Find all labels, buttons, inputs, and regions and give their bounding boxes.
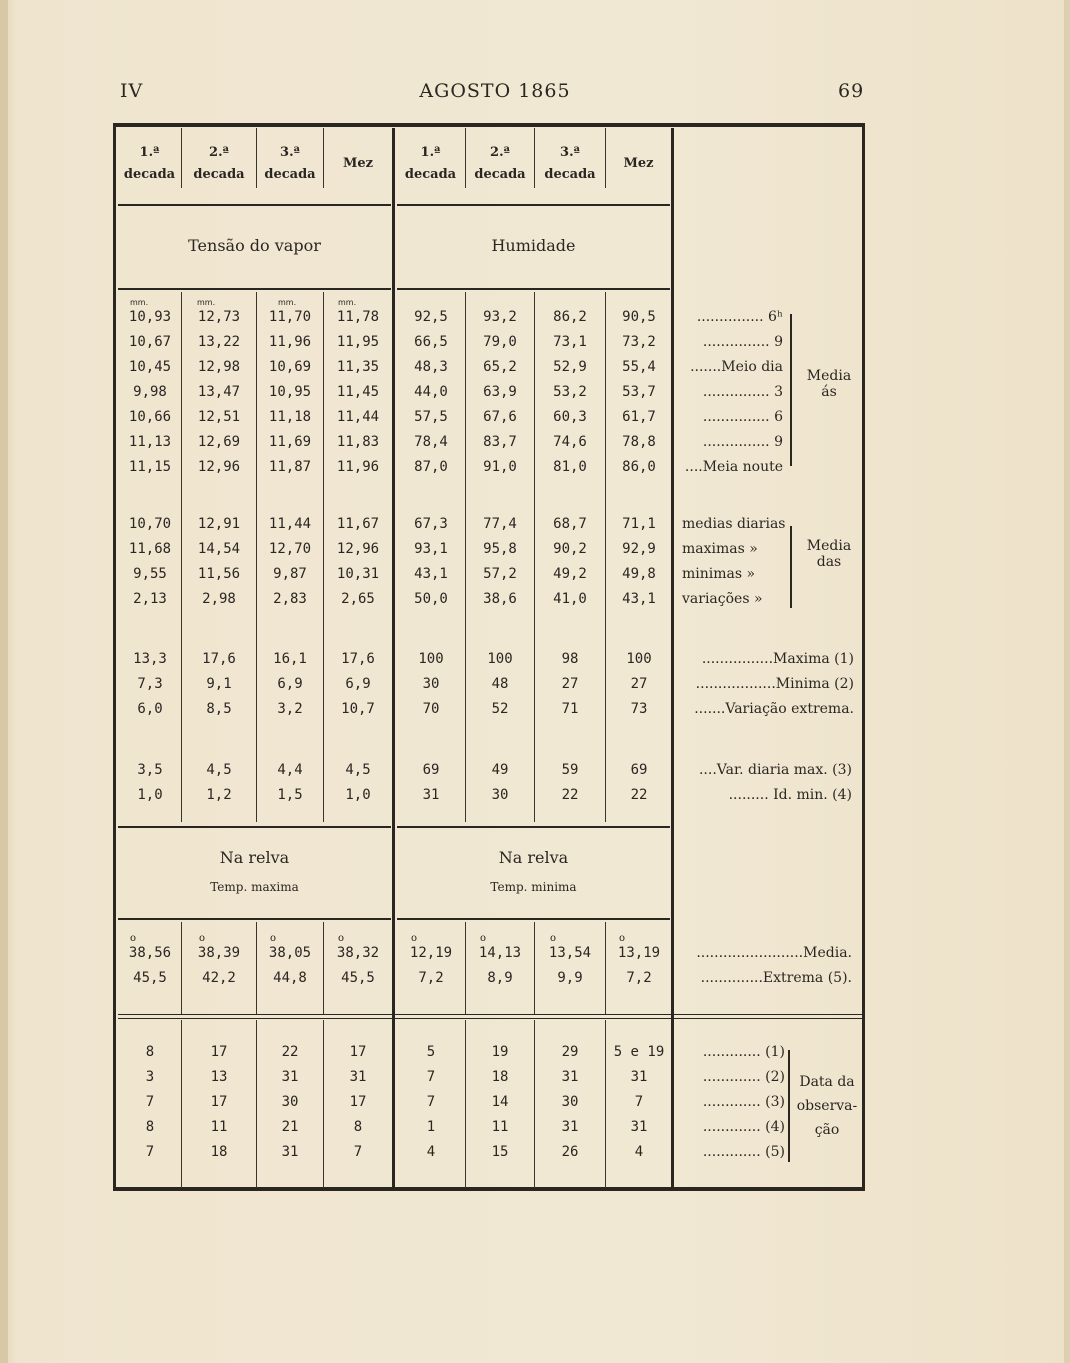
- table-cell: 78,4: [414, 434, 448, 450]
- table-cell: 1,2: [206, 787, 232, 803]
- table-cell: 68,7: [553, 516, 587, 532]
- row-label: medias diarias: [682, 516, 786, 532]
- table-cell: 38,05: [268, 945, 312, 961]
- table-cell: 1,0: [137, 787, 163, 803]
- row-label: ............... 3: [702, 384, 783, 400]
- degree-mark: o: [199, 933, 206, 944]
- table-cell: 13,19: [617, 945, 661, 961]
- col7-ordinal: 3.ª: [560, 145, 580, 160]
- table-cell: 41,0: [553, 591, 587, 607]
- table-cell: 12,73: [197, 309, 241, 325]
- row-label: ............... 9: [702, 434, 783, 450]
- table-cell: 3: [145, 1069, 155, 1085]
- table-cell: 11,15: [128, 459, 172, 475]
- table-cell: 7,3: [137, 676, 163, 692]
- brace-label: Media: [806, 368, 852, 384]
- table-cell: 12,19: [409, 945, 453, 961]
- table-cell: 7: [145, 1144, 155, 1160]
- row-label: ............. (5): [702, 1144, 785, 1160]
- table-cell: 100: [418, 651, 444, 667]
- table-cell: 100: [487, 651, 513, 667]
- table-cell: 22: [561, 787, 579, 803]
- table-cell: 11,70: [268, 309, 312, 325]
- table-cell: 43,1: [622, 591, 656, 607]
- table-cell: 45,5: [133, 970, 167, 986]
- table-cell: 19: [491, 1044, 509, 1060]
- table-cell: 61,7: [622, 409, 656, 425]
- col4-mez: Mez: [342, 156, 374, 171]
- brace-label: ás: [821, 384, 837, 400]
- degree-mark: o: [130, 933, 137, 944]
- table-cell: 52,9: [553, 359, 587, 375]
- table-cell: 31: [561, 1069, 579, 1085]
- table-cell: 63,9: [483, 384, 517, 400]
- table-cell: 27: [630, 676, 648, 692]
- table-cell: 17: [349, 1094, 367, 1110]
- table-cell: 27: [561, 676, 579, 692]
- table-cell: 83,7: [483, 434, 517, 450]
- table-cell: 7: [426, 1094, 436, 1110]
- table-cell: 11,44: [336, 409, 380, 425]
- table-cell: 12,96: [197, 459, 241, 475]
- table-cell: 11,87: [268, 459, 312, 475]
- brace-label: Data da: [799, 1074, 855, 1090]
- row-label: ....Meia noute: [684, 459, 783, 475]
- table-cell: 11,95: [336, 334, 380, 350]
- col5-label: decada: [404, 167, 457, 182]
- table-cell: 1,5: [277, 787, 303, 803]
- table-cell: 44,8: [273, 970, 307, 986]
- table-cell: 9,87: [273, 566, 307, 582]
- section-humidade: Humidade: [491, 236, 576, 255]
- table-cell: 12,91: [197, 516, 241, 532]
- table-cell: 11,56: [197, 566, 241, 582]
- table-cell: 70: [422, 701, 440, 717]
- table-cell: 1,0: [345, 787, 371, 803]
- table-cell: 4: [634, 1144, 644, 1160]
- unit-mm: mm.: [278, 298, 297, 307]
- unit-mm: mm.: [130, 298, 149, 307]
- table-cell: 3,5: [137, 762, 163, 778]
- table-cell: 17: [210, 1094, 228, 1110]
- table-cell: 86,2: [553, 309, 587, 325]
- row-label: minimas »: [682, 566, 756, 582]
- table-cell: 29: [561, 1044, 579, 1060]
- table-cell: 5: [426, 1044, 436, 1060]
- table-cell: 12,70: [268, 541, 312, 557]
- table-cell: 53,7: [622, 384, 656, 400]
- table-cell: 9,9: [557, 970, 583, 986]
- table-cell: 11,96: [268, 334, 312, 350]
- table-cell: 9,98: [133, 384, 167, 400]
- header-page-number: 69: [838, 80, 865, 102]
- table-cell: 87,0: [414, 459, 448, 475]
- table-cell: 10,66: [128, 409, 172, 425]
- table-cell: 17: [210, 1044, 228, 1060]
- table-cell: 11,78: [336, 309, 380, 325]
- book-spine: [0, 0, 8, 1363]
- table-cell: 69: [630, 762, 648, 778]
- row-label: ..............Extrema (5).: [700, 970, 852, 986]
- unit-mm: mm.: [338, 298, 357, 307]
- table-cell: 1: [426, 1119, 436, 1135]
- col5-ordinal: 1.ª: [420, 145, 441, 160]
- table-cell: 17,6: [202, 651, 236, 667]
- table-cell: 30: [491, 787, 509, 803]
- row-label: variações »: [682, 591, 763, 607]
- row-label: ............... 6ʰ: [696, 309, 783, 325]
- table-cell: 67,6: [483, 409, 517, 425]
- col6-ordinal: 2.ª: [490, 145, 510, 160]
- table-cell: 90,2: [553, 541, 587, 557]
- table-cell: 13,54: [548, 945, 592, 961]
- table-cell: 11,96: [336, 459, 380, 475]
- degree-mark: o: [411, 933, 418, 944]
- table-cell: 49,8: [622, 566, 656, 582]
- table-cell: 74,6: [553, 434, 587, 450]
- table-cell: 2,98: [202, 591, 236, 607]
- table-cell: 14: [491, 1094, 509, 1110]
- table-cell: 16,1: [273, 651, 307, 667]
- row-label: .......Meio dia: [690, 359, 783, 375]
- table-cell: 71,1: [622, 516, 656, 532]
- table-cell: 12,98: [197, 359, 241, 375]
- col3-label: decada: [264, 167, 316, 182]
- brace-label: das: [816, 554, 842, 570]
- table-cell: 15: [491, 1144, 509, 1160]
- row-label: ........................Media.: [696, 945, 852, 961]
- table-cell: 95,8: [483, 541, 517, 557]
- table-cell: 6,0: [137, 701, 163, 717]
- table-cell: 21: [281, 1119, 299, 1135]
- table-cell: 7,2: [418, 970, 444, 986]
- header-title: AGOSTO 1865: [419, 80, 571, 102]
- table-cell: 12,51: [197, 409, 241, 425]
- table-cell: 11,68: [128, 541, 172, 557]
- table-cell: 4: [426, 1144, 436, 1160]
- table-cell: 18: [210, 1144, 228, 1160]
- degree-mark: o: [270, 933, 277, 944]
- col1-label: decada: [123, 167, 176, 182]
- row-label: ....Var. diaria max. (3): [698, 762, 852, 778]
- table-cell: 73,2: [622, 334, 656, 350]
- table-cell: 38,56: [128, 945, 172, 961]
- table-cell: 57,5: [414, 409, 448, 425]
- row-label: ..................Minima (2): [695, 676, 854, 692]
- col2-ordinal: 2.ª: [209, 145, 229, 160]
- table-cell: 7: [145, 1094, 155, 1110]
- brace-label: ção: [814, 1122, 840, 1138]
- table-cell: 11,44: [268, 516, 312, 532]
- table-cell: 11: [491, 1119, 509, 1135]
- table-cell: 2,65: [341, 591, 375, 607]
- table-cell: 93,1: [414, 541, 448, 557]
- table-cell: 9,55: [133, 566, 167, 582]
- table-cell: 30: [422, 676, 440, 692]
- table-cell: 10,31: [336, 566, 380, 582]
- table-cell: 10,93: [128, 309, 172, 325]
- table-cell: 13,22: [197, 334, 241, 350]
- table-cell: 52: [491, 701, 509, 717]
- table-cell: 92,5: [414, 309, 448, 325]
- table-cell: 13,3: [133, 651, 167, 667]
- row-label: ................Maxima (1): [701, 651, 854, 667]
- table-cell: 78,8: [622, 434, 656, 450]
- table-cell: 48,3: [414, 359, 448, 375]
- table-cell: 5 e 19: [613, 1044, 665, 1060]
- table-cell: 6,9: [277, 676, 303, 692]
- table-cell: 22: [630, 787, 648, 803]
- brace-label: observa-: [796, 1098, 858, 1114]
- table-cell: 90,5: [622, 309, 656, 325]
- table-cell: 11,45: [336, 384, 380, 400]
- row-label: ............... 6: [702, 409, 783, 425]
- table-cell: 12,96: [336, 541, 380, 557]
- row-label: ......... Id. min. (4): [728, 787, 852, 803]
- header-roman-numeral: IV: [120, 80, 144, 102]
- table-cell: 18: [491, 1069, 509, 1085]
- table-cell: 4,4: [277, 762, 303, 778]
- table-cell: 98: [561, 651, 579, 667]
- col2-label: decada: [193, 167, 245, 182]
- table-cell: 57,2: [483, 566, 517, 582]
- brace-label: Media: [806, 538, 852, 554]
- table-cell: 45,5: [341, 970, 375, 986]
- table-cell: 50,0: [414, 591, 448, 607]
- table-cell: 31: [422, 787, 440, 803]
- table-cell: 3,2: [277, 701, 303, 717]
- table-cell: 13: [210, 1069, 228, 1085]
- table-cell: 91,0: [483, 459, 517, 475]
- table-cell: 2,13: [133, 591, 167, 607]
- table-cell: 31: [281, 1144, 299, 1160]
- table-cell: 53,2: [553, 384, 587, 400]
- table-cell: 17,6: [341, 651, 375, 667]
- table-cell: 48: [491, 676, 509, 692]
- table-cell: 69: [422, 762, 440, 778]
- table-cell: 38,6: [483, 591, 517, 607]
- table-cell: 11,35: [336, 359, 380, 375]
- table-cell: 7: [353, 1144, 363, 1160]
- table-cell: 4,5: [206, 762, 232, 778]
- section-relva-left: Na relva: [219, 848, 290, 867]
- table-cell: 10,67: [128, 334, 172, 350]
- table-cell: 8: [145, 1119, 155, 1135]
- table-cell: 13,47: [197, 384, 241, 400]
- table-cell: 10,45: [128, 359, 172, 375]
- unit-mm: mm.: [197, 298, 216, 307]
- table-cell: 7: [426, 1069, 436, 1085]
- col1-ordinal: 1.ª: [139, 145, 160, 160]
- table-cell: 93,2: [483, 309, 517, 325]
- row-label: ............. (4): [702, 1119, 785, 1135]
- table-cell: 42,2: [202, 970, 236, 986]
- table-cell: 30: [561, 1094, 579, 1110]
- table-cell: 9,1: [206, 676, 232, 692]
- degree-mark: o: [338, 933, 345, 944]
- table-cell: 77,4: [483, 516, 517, 532]
- table-cell: 30: [281, 1094, 299, 1110]
- table-cell: 4,5: [345, 762, 371, 778]
- table-cell: 66,5: [414, 334, 448, 350]
- table-cell: 6,9: [345, 676, 371, 692]
- table-cell: 8: [145, 1044, 155, 1060]
- table-cell: 67,3: [414, 516, 448, 532]
- table-cell: 7,2: [626, 970, 652, 986]
- section-relva-right-sub: Temp. minima: [490, 880, 577, 894]
- row-label: ............. (2): [702, 1069, 785, 1085]
- table-cell: 31: [349, 1069, 367, 1085]
- table-cell: 38,32: [336, 945, 380, 961]
- table-cell: 38,39: [197, 945, 241, 961]
- table-cell: 11,67: [336, 516, 380, 532]
- degree-mark: o: [550, 933, 557, 944]
- row-label: ............. (3): [702, 1094, 785, 1110]
- table-cell: 73,1: [553, 334, 587, 350]
- table-cell: 43,1: [414, 566, 448, 582]
- table-cell: 11,13: [128, 434, 172, 450]
- table-cell: 11,18: [268, 409, 312, 425]
- row-label: ............. (1): [702, 1044, 785, 1060]
- table-cell: 31: [561, 1119, 579, 1135]
- col7-label: decada: [544, 167, 596, 182]
- table-cell: 17: [349, 1044, 367, 1060]
- table-cell: 12,69: [197, 434, 241, 450]
- table-cell: 60,3: [553, 409, 587, 425]
- table-cell: 11,83: [336, 434, 380, 450]
- table-cell: 86,0: [622, 459, 656, 475]
- table-cell: 71: [561, 701, 579, 717]
- table-cell: 55,4: [622, 359, 656, 375]
- row-label: ............... 9: [702, 334, 783, 350]
- page-edge: [1064, 0, 1070, 1363]
- table-cell: 11,69: [268, 434, 312, 450]
- degree-mark: o: [619, 933, 626, 944]
- table-cell: 10,70: [128, 516, 172, 532]
- table-cell: 8,5: [206, 701, 232, 717]
- table-cell: 22: [281, 1044, 299, 1060]
- table-cell: 2,83: [273, 591, 307, 607]
- table-cell: 31: [630, 1119, 648, 1135]
- table-cell: 7: [634, 1094, 644, 1110]
- table-cell: 14,54: [197, 541, 241, 557]
- table-cell: 10,95: [268, 384, 312, 400]
- table-cell: 65,2: [483, 359, 517, 375]
- table-cell: 44,0: [414, 384, 448, 400]
- col3-ordinal: 3.ª: [280, 145, 300, 160]
- table-cell: 26: [561, 1144, 579, 1160]
- degree-mark: o: [480, 933, 487, 944]
- table-cell: 10,7: [341, 701, 375, 717]
- section-tensao: Tensão do vapor: [188, 236, 321, 255]
- table-cell: 81,0: [553, 459, 587, 475]
- table-cell: 49: [491, 762, 509, 778]
- table-cell: 31: [630, 1069, 648, 1085]
- table-cell: 79,0: [483, 334, 517, 350]
- table-cell: 100: [626, 651, 652, 667]
- section-relva-right: Na relva: [498, 848, 569, 867]
- row-label: .......Variação extrema.: [694, 701, 854, 717]
- table-cell: 59: [561, 762, 579, 778]
- table-cell: 49,2: [553, 566, 587, 582]
- table-cell: 92,9: [622, 541, 656, 557]
- row-label: maximas »: [682, 541, 758, 557]
- table-cell: 14,13: [478, 945, 522, 961]
- table-cell: 11: [210, 1119, 228, 1135]
- table-cell: 8: [353, 1119, 363, 1135]
- table-cell: 8,9: [487, 970, 513, 986]
- table-cell: 10,69: [268, 359, 312, 375]
- col6-label: decada: [474, 167, 526, 182]
- table-cell: 31: [281, 1069, 299, 1085]
- table-cell: 73: [630, 701, 648, 717]
- section-relva-left-sub: Temp. maxima: [210, 880, 299, 894]
- col8-mez: Mez: [623, 156, 654, 171]
